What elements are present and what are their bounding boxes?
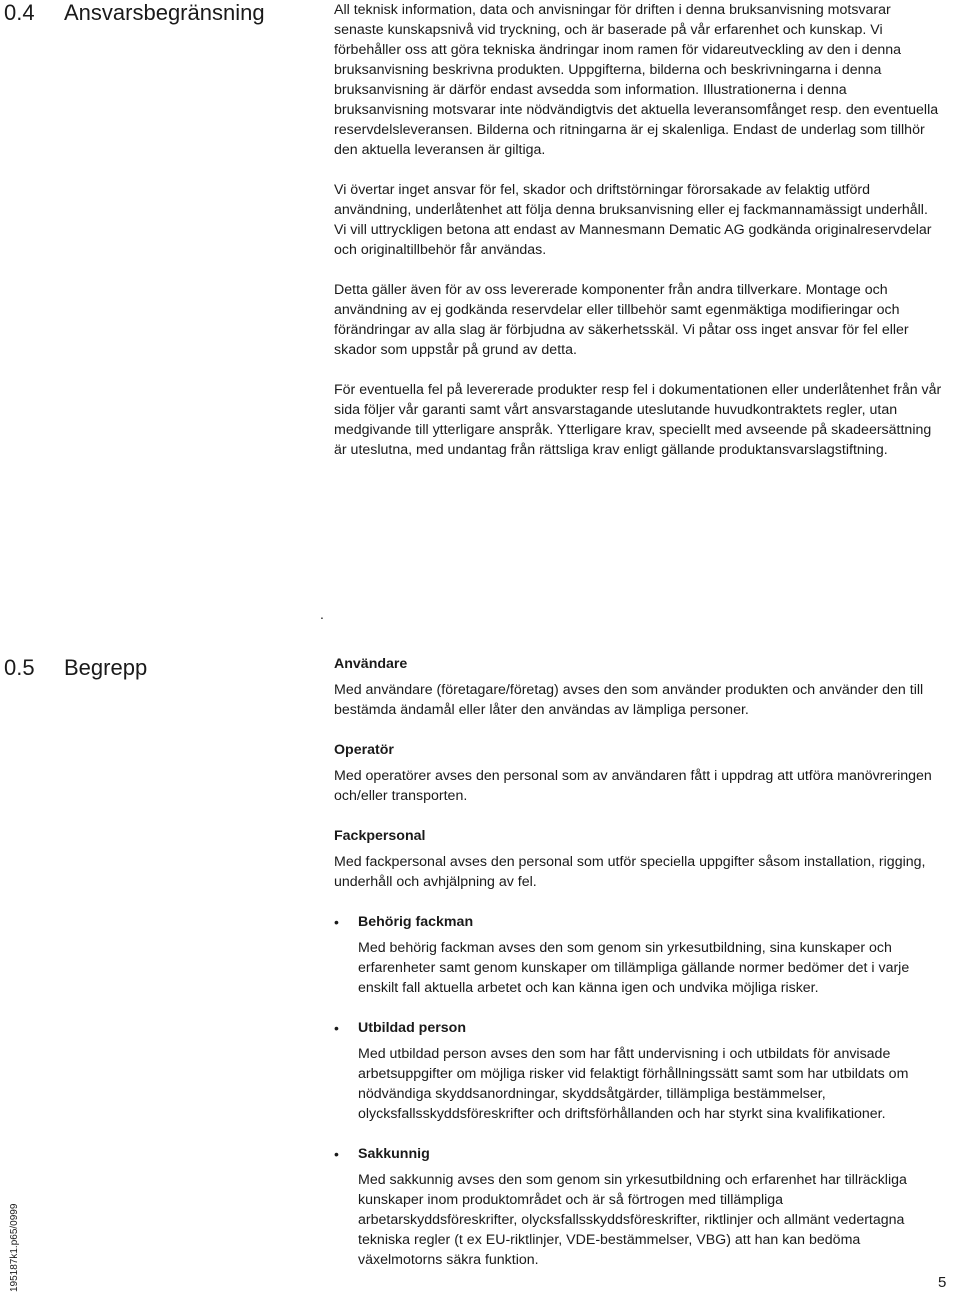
bullet-icon: • [334,1020,339,1036]
term-text: Med behörig fackman avses den som genom sin yrkesutbildning, sina kunskaper och erfarenheter samt genom kunskaper om tillämpliga gällande normer bedömer det i varje enskilt fall aktuella arbetet och kan känna igen och undvika möjliga risker. [358,940,910,996]
term-title: Fackpersonal [334,828,426,844]
term-operator [334,740,942,806]
term-fackpersonal [334,826,942,892]
term-text: Med användare (företagare/företag) avses den som använder produkten och använder den till bestämda ändamål eller låter den användas av lämpliga personer. [334,682,924,718]
section-heading-ansvarsbegransning [0,0,265,26]
paragraph-warranty: För eventuella fel på levererade produkter resp fel i dokumentationen eller underlåtenhet från vår sida följer vår garanti samt vårt ansvarstagande uteslutande huvudkontraktets regler, utan medgivande till ytterligare anspråk. Ytterligare krav, speciellt med avseende på skadeersättning är uteslutna, med undantag från rättsliga krav enligt gällande produktansvarslagstiftning. [334,382,942,458]
paragraph-tech-info: All teknisk information, data och anvisningar för driften i denna bruksanvisning motsvarar senaste kunskapsnivå vid tryckning, och är baserade på vår erfarenhet och kunskap. Vi förbehåller oss att göra tekniska ändringar inom ramen för vidareutveckling av den i denna bruksanvisning beskrivna produkten. Uppgifterna, bilderna och beskrivningarna i denna bruksanvisning är därför endast avsedda som information. Illustrationerna i denna bruksanvisning motsvarar inte nödvändigtvis det aktuella leveransomfånget resp. den eventuella reservdelsleveransen. Bilderna och ritningarna är ej skalenliga. Endast de underlag som tillhör den aktuella leveransen är giltiga. [334,2,939,158]
term-text: Med utbildad person avses den som har fått undervisning i och utbildats för anvisade arbetsuppgifter om möjliga risker vid felaktigt förhållningssätt samt som har utbildats om nödvändiga skyddsanordningar, skyddsåtgärder, tillämpliga bestämmelser, olycksfallsskyddsföreskrifter och driftsförhållanden och har styrkt sina kvalifikationer. [358,1046,909,1122]
stray-mark: . [320,606,324,622]
page-number: 5 [938,1274,947,1291]
term-title: Sakkunnig [358,1146,430,1162]
bullet-icon: • [334,914,339,930]
sub-term-behorig-fackman [334,912,942,998]
term-text: Med operatörer avses den personal som av användaren fått i uppdrag att utföra manövreringen och/eller transporten. [334,768,932,804]
file-reference: 195187k1.p65/0999 [9,1203,20,1292]
section-number: 0.5 [4,655,35,680]
section-number: 0.4 [4,0,35,25]
section-heading-begrepp [0,655,147,681]
term-title: Operatör [334,742,394,758]
paragraph-liability: Vi övertar inget ansvar för fel, skador och driftstörningar förorsakade av felaktig utförd användning, underlåtenhet att följa denna bruksanvisning eller ej fackmannamässigt underhåll. Vi vill uttryckligen betona att endast av Mannesmann Dematic AG godkända originalreservdelar och originaltillbehör får användas. [334,182,932,258]
term-title: Utbildad person [358,1020,466,1036]
paragraph-components: Detta gäller även för av oss levererade komponenter från andra tillverkare. Montage och användning av ej godkända reservdelar eller tillbehör samt egenmäktiga modifieringar och förändringar av alla slag är förbjudna av säkerhetsskäl. Vi påtar oss inget ansvar för fel eller skador som uppstår på grund av detta. [334,282,909,358]
term-anvandare [334,654,942,720]
bullet-icon: • [334,1146,339,1162]
section-title: Ansvarsbegränsning [64,0,265,25]
term-text: Med fackpersonal avses den personal som utför speciella uppgifter såsom installation, rigging, underhåll och avhjälpning av fel. [334,854,926,890]
section-body-begrepp [334,654,942,1270]
term-text: Med sakkunnig avses den som genom sin yrkesutbildning och erfarenhet har tillräckliga kunskaper inom produktområdet och är så förtrogen med tillämpliga arbetarskyddsföreskrifter, olycksfallsskyddsföreskrifter, riktlinjer och allmänt vedertagna tekniska regler (t ex EU-riktlinjer, VDE-bestämmelser, VBG) att han kan bedöma växelmotorns säkra funktion. [358,1172,907,1268]
term-title: Användare [334,656,408,672]
sub-term-sakkunnig [334,1144,942,1270]
term-title: Behörig fackman [358,914,474,930]
sub-term-utbildad-person [334,1018,942,1124]
section-body-ansvarsbegransning [334,0,942,460]
section-title: Begrepp [64,655,148,680]
